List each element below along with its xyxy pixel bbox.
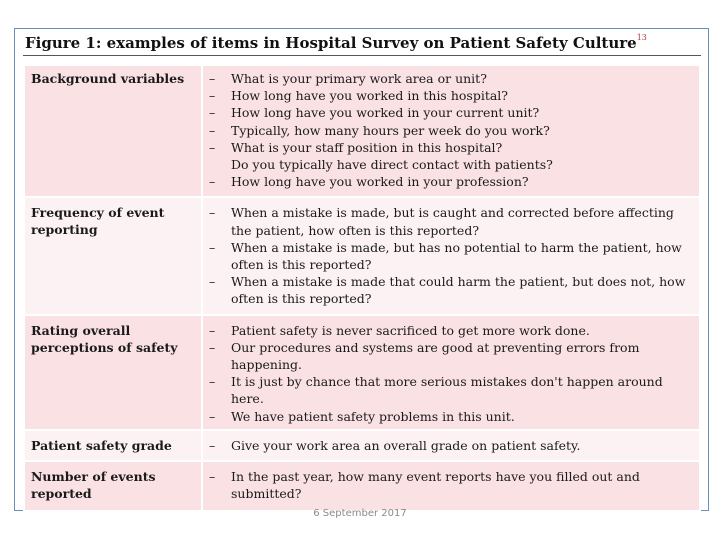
- item-text: When a mistake is made that could harm the patient, but does not, how often is this reported?: [231, 274, 686, 307]
- figure-frame: [14, 28, 709, 511]
- list-item: [209, 408, 693, 425]
- item-text: When a mistake is made, but is caught and corrected before affecting the patient, how often is this reported?: [231, 205, 674, 238]
- list-item: [209, 139, 693, 156]
- table-row: [24, 197, 700, 314]
- figure-reference: 13: [636, 33, 647, 42]
- row-items: [202, 197, 700, 314]
- row-category: Rating overall perceptions of safety: [24, 315, 202, 430]
- list-item: [209, 373, 693, 407]
- list-item: [209, 87, 693, 104]
- item-text: Do you typically have direct contact with patients?: [231, 157, 553, 173]
- item-bullet: [209, 156, 231, 173]
- item-text: Typically, how many hours per week do you work?: [231, 122, 550, 138]
- title-rule: [23, 55, 701, 56]
- table-row: [24, 315, 700, 430]
- item-bullet: –: [209, 437, 216, 453]
- item-bullet: –: [209, 71, 216, 86]
- item-bullet: –: [209, 339, 216, 355]
- table-row: [24, 65, 700, 197]
- item-bullet: –: [209, 88, 216, 104]
- item-bullet: –: [209, 322, 216, 338]
- list-item: [209, 322, 693, 339]
- item-text: What is your staff position in this hospital?: [231, 139, 503, 155]
- item-text: How long have you worked in your profession?: [231, 174, 529, 190]
- list-item: [209, 468, 693, 502]
- row-category: Background variables: [24, 65, 202, 197]
- item-bullet: –: [209, 122, 216, 138]
- survey-items-table: [23, 64, 701, 512]
- row-category: Frequency of event reporting: [24, 197, 202, 314]
- item-text: It is just by chance that more serious mistakes don't happen around here.: [231, 374, 663, 407]
- slide-date: 6 September 2017: [313, 508, 407, 519]
- table-row: [24, 430, 700, 461]
- item-text: How long have you worked in your current unit?: [231, 105, 540, 121]
- row-category: Number of events reported: [24, 461, 202, 511]
- row-category: Patient safety grade: [24, 430, 202, 461]
- list-item: [209, 104, 693, 121]
- item-bullet: –: [209, 408, 216, 424]
- item-bullet: –: [209, 239, 216, 255]
- item-bullet: –: [209, 469, 216, 485]
- item-text: Give your work area an overall grade on patient safety.: [231, 437, 581, 453]
- item-bullet: –: [209, 274, 216, 290]
- item-bullet: –: [209, 205, 216, 221]
- row-items: [202, 461, 700, 511]
- list-item: [209, 156, 693, 173]
- item-text: What is your primary work area or unit?: [231, 71, 487, 86]
- figure-title-text: Figure 1: examples of items in Hospital Survey on Patient Safety Culture: [25, 34, 637, 52]
- row-items: [202, 315, 700, 430]
- item-bullet: –: [209, 105, 216, 121]
- list-item: [209, 239, 693, 273]
- item-bullet: –: [209, 139, 216, 155]
- item-text: Our procedures and systems are good at preventing errors from happening.: [231, 339, 640, 373]
- item-text: Patient safety is never sacrificed to get more work done.: [231, 322, 590, 338]
- row-items: [202, 65, 700, 197]
- row-items: [202, 430, 700, 461]
- item-text: In the past year, how many event reports have you filled out and submitted?: [231, 469, 640, 502]
- item-text: How long have you worked in this hospital?: [231, 88, 508, 104]
- table-row: [24, 461, 700, 511]
- list-item: [209, 273, 693, 307]
- item-bullet: –: [209, 374, 216, 390]
- item-text: We have patient safety problems in this unit.: [231, 408, 515, 424]
- list-item: [209, 122, 693, 139]
- figure-title: [25, 34, 647, 52]
- item-bullet: –: [209, 174, 216, 190]
- list-item: [209, 70, 693, 87]
- list-item: [209, 437, 693, 454]
- list-item: [209, 204, 693, 238]
- item-text: When a mistake is made, but has no potential to harm the patient, how often is this reported?: [231, 239, 682, 273]
- list-item: [209, 339, 693, 373]
- list-item: [209, 173, 693, 190]
